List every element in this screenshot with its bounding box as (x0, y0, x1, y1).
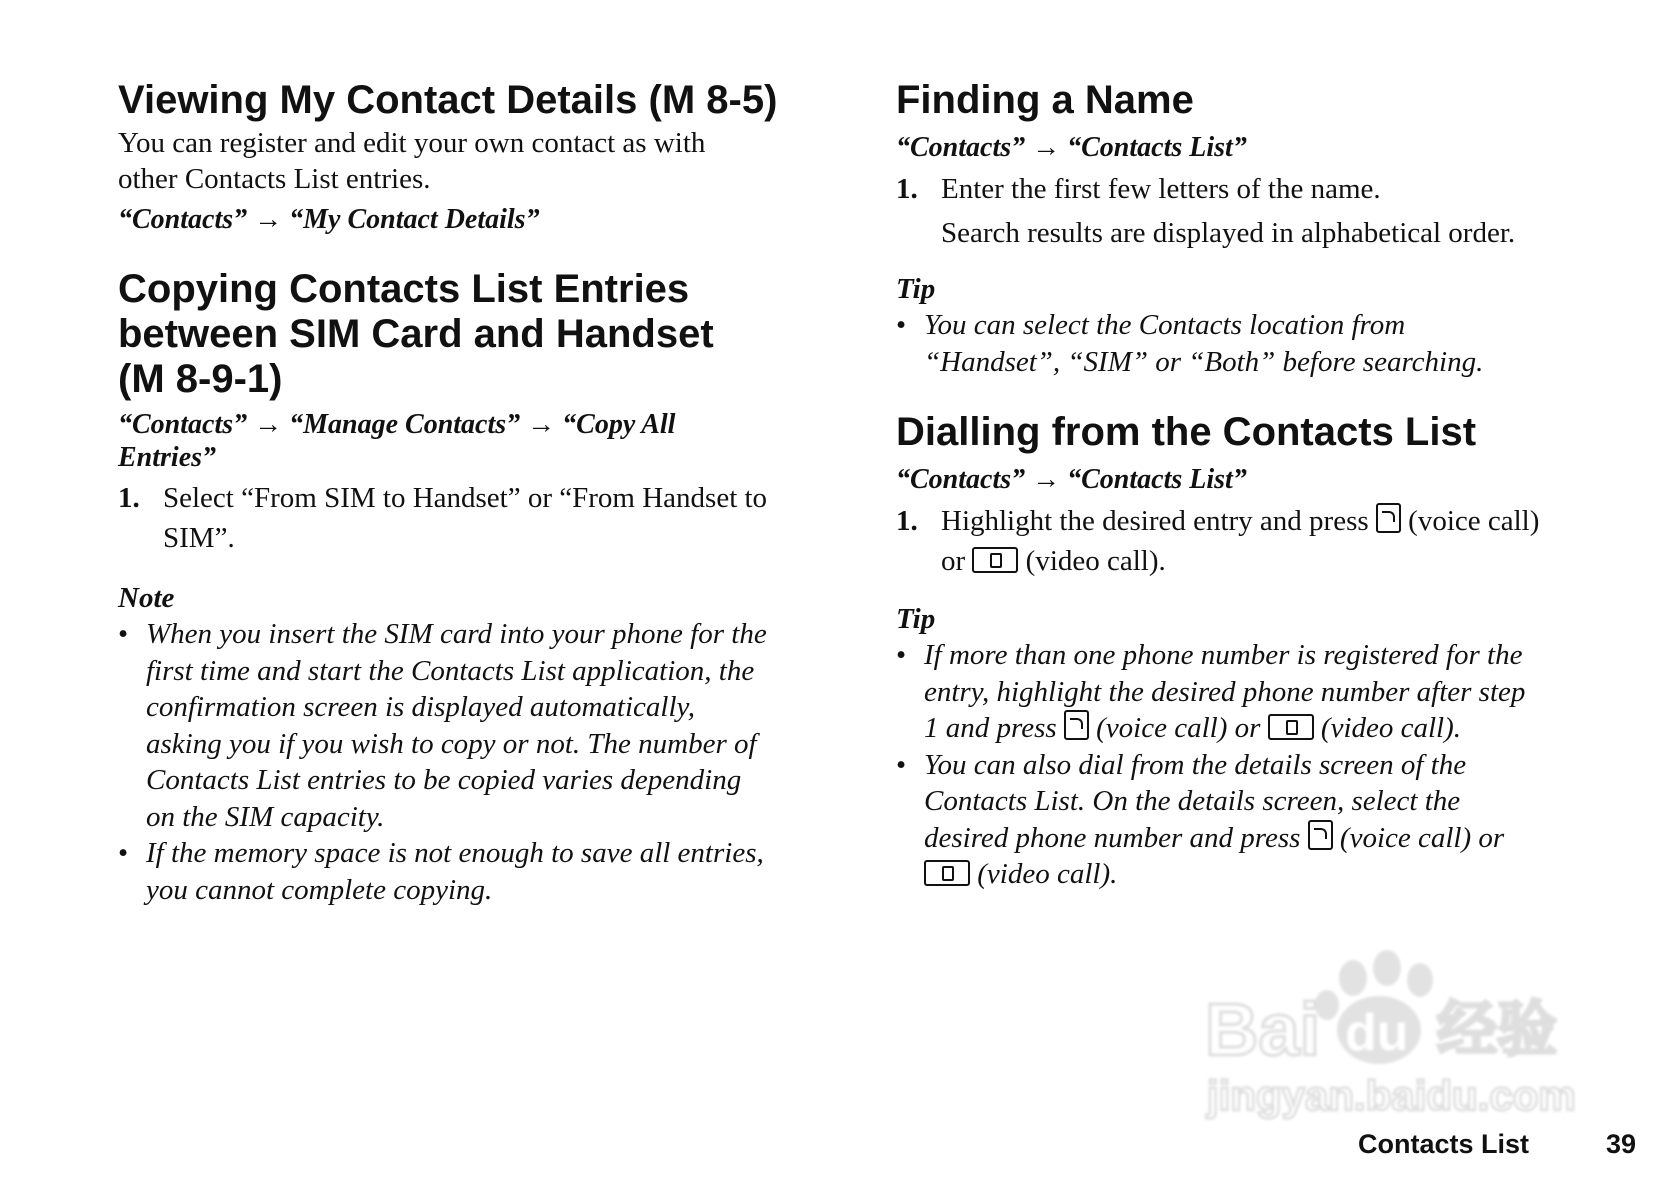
step-1: 1. Highlight the desired entry and press (voice call) or (video call). (896, 505, 1540, 577)
step-1: 1. Select “From SIM to Handset” or “From Handset to SIM”. (118, 482, 768, 554)
bullet: • (896, 309, 907, 341)
tip-label: Tip (896, 273, 936, 305)
menu-path: “Contacts” → “Contacts List” (896, 132, 1247, 163)
watermark-url: jingyan.baidu.com (1207, 1072, 1576, 1119)
menu-path: “Contacts” → “Contacts List” (896, 464, 1247, 495)
heading-finding-a-name: Finding a Name (896, 78, 1194, 122)
voice-call-key-icon (1064, 710, 1089, 740)
tip-list (896, 307, 1616, 380)
menu-path: “Contacts” → “Manage Contacts” → “Copy All Entries” (118, 409, 676, 473)
heading-dialling-from-contacts: Dialling from the Contacts List (896, 410, 1477, 454)
note-item: • If the memory space is not enough to save all entries, you cannot complete copying. (118, 837, 764, 906)
tip-list (896, 637, 1616, 893)
tip-item: • You can select the Contacts location from “Handset”, “SIM” or “Both” before searching. (896, 309, 1484, 378)
note-label: Note (118, 582, 175, 614)
tip-item: • If more than one phone number is registered for the entry, highlight the desired phone number after step 1 and press (voice call) or (video call). (896, 639, 1526, 744)
voice-call-key-icon (1308, 820, 1333, 850)
tip-item: • You can also dial from the details screen of the Contacts List. On the details screen, select the desired phone number and press (voice call) or (video call). (896, 748, 1505, 890)
menu-code: (M 8-5) (648, 78, 778, 122)
menu-path: “Contacts” → “My Contact Details” (118, 204, 540, 235)
footer-section-title: Contacts List (1358, 1129, 1530, 1159)
step-continuation: Search results are displayed in alphabetical order. (941, 217, 1516, 249)
body-text: You can register and edit your own contact as with other Contacts List entries. (118, 127, 706, 195)
note-item: • When you insert the SIM card into your phone for the first time and start the Contacts List application, the confirmation screen is displayed automatically, asking you if you wish to copy or not. The number of Contacts List entries to be copied varies depending on the SIM capacity. (118, 618, 767, 833)
bullet: • (896, 639, 907, 671)
video-call-key-icon (924, 860, 970, 886)
left-column (118, 78, 828, 908)
voice-call-key-icon (1376, 503, 1401, 533)
bullet: • (118, 837, 129, 869)
watermark-cn: 经验 (1437, 995, 1557, 1065)
video-call-key-icon (1268, 714, 1314, 740)
video-call-key-icon (972, 547, 1018, 573)
watermark-brand-paw: du (1345, 1004, 1409, 1062)
heading-viewing-my-contact-details: Viewing My Contact Details (M 8-5) (118, 78, 778, 122)
right-column (896, 78, 1616, 893)
note-list (118, 616, 828, 908)
tip-label: Tip (896, 603, 936, 635)
page-number: 39 (1606, 1129, 1637, 1159)
baidu-jingyan-watermark (1205, 950, 1595, 1140)
bullet: • (118, 618, 129, 650)
step-1: 1. Enter the first few letters of the name. (896, 173, 1381, 205)
watermark-brand: Bai (1205, 988, 1321, 1071)
bullet: • (896, 748, 907, 781)
heading-copying-contacts: Copying Contacts List Entries between SIM Card and Handset (M 8-9-1) (118, 267, 714, 401)
